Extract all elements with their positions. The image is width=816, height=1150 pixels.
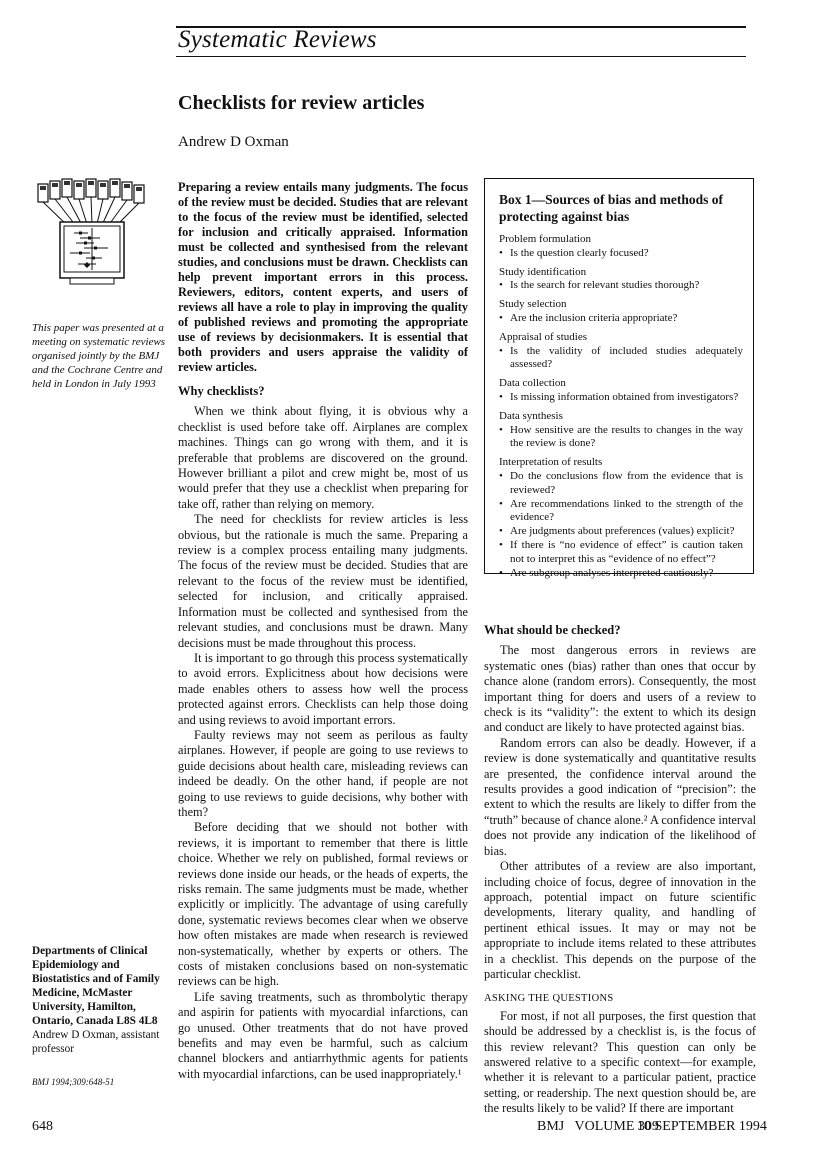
abstract: Preparing a review entails many judgments. The focus of the review must be decided. Studies that are relevant to the focus of the review must be identified, selected for inclusion and critically appraised. Information must be collected and synthesised from the relevant studies, and conclusions must be drawn. Checklists can help prevent important errors in this process. Reviewers, editors, content experts, and users of reviews all have a role to play in improving the quality of published reviews and promoting the appropriate use of reviews by decisionmakers. It is essential that both providers and users appraise the validity of review articles. [178,180,468,374]
paragraph: When we think about flying, it is obvious why a checklist is used before take off. Airplanes are complex machines. Things can go wrong with them, and it is preferable that problems are discovered on the ground. However brilliant a pilot and crew might be, most of us would prefer that they use a checklist when preparing for take off, rather than relying on memory. [178,404,468,511]
left-paragraphs [178,404,468,1082]
paragraph: For most, if not all purposes, the first question that should be addressed by a checklist is, is the focus of this review relevant? This question can only be answered relative to a specific context—for example, whether it is relevant to a particular patient, practice setting, or readership. The next question should be, are the results likely to be valid? If there are important [484,1008,756,1116]
section-heading: Why checklists? [178,384,265,398]
bullet-icon: • [499,344,503,357]
subheading: ASKING THE QUESTIONS [484,993,614,1005]
bullet-icon: • [499,497,503,510]
box-item-text: Is the validity of included studies adequately assessed? [510,344,743,371]
left-column [178,384,468,1082]
box-item-text: Do the conclusions flow from the evidence that is reviewed? [510,469,743,496]
paragraph: Before deciding that we should not bother with reviews, it is important to remember that there is little choice. Whether we rely on published, formal reviews or reviews done inside our heads, or the heads of experts, the risks remain. The same judgments must be made, whether explicitly or implicitly. The advantage of using carefully done, systematic reviews becomes clear when we observe how often mistakes are made when research is reviewed non-systematically, whether by experts or others. The costs of mistaken conclusions based on non-systematic reviews can be high. [178,820,468,989]
citation: BMJ 1994;309:648-51 [32,1077,115,1087]
section-heading: What should be checked? [484,623,621,637]
box-section [499,377,743,405]
box-item-text: Are the inclusion criteria appropriate? [510,311,678,324]
bullet-icon: • [499,525,503,538]
affiliation-department: Departments of Clinical Epidemiology and Biostatistics and of Family Medicine, McMaster University, Hamilton, Ontario, Canada L8S 4L8 [32,945,160,1027]
page-number: 648 [32,1119,53,1134]
box-item-text: If there is “no evidence of effect” is caution taken not to interpret this as “evidence of no effect”? [510,538,743,565]
box-item [499,247,743,261]
bullet-icon: • [499,538,503,551]
box-section [499,298,743,326]
box-item [499,391,743,405]
box-item-text: Are recommendations linked to the strength of the evidence? [510,497,743,524]
paragraph: The need for checklists for review articles is less obvious, but the rationale is much the same. Preparing a review is a complex process entailing many judgments. The focus of the review must be decided. Studies that are relevant to the focus of the review must be identified, selected for inclusion, and critically appraised. Information must be collected and synthesised from the relevant studies, and conclusions must be drawn. Many decisions must be made throughout this process. [178,512,468,650]
paragraph: Faulty reviews may not seem as perilous as faulty airplanes. However, if people are going to use reviews to guide decisions about health care, misleading reviews can indeed be deadly. On the other hand, if people are not going to use reviews to guide decisions, why bother with them? [178,727,468,819]
bullet-icon: • [499,279,503,292]
box-section [499,233,743,261]
box-item-text: Is the search for relevant studies thorough? [510,279,700,292]
box-item [499,345,743,373]
box-item-text: How sensitive are the results to changes in the way the review is done? [510,423,743,450]
right-paragraphs [484,643,756,982]
bullet-icon: • [499,469,503,482]
box-section-heading: Study identification [499,265,587,278]
systematic-reviews-logo-icon [30,178,154,290]
paragraph: The most dangerous errors in reviews are systematic ones (bias) rather than ones that occur by chance alone (random errors). Consequently, the most important thing for doers and users of a review to check is its “validity”: the extent to which its design and conduct are likely to have protected against bias. [484,643,756,735]
box-section [499,331,743,372]
bullet-icon: • [499,311,503,324]
box-item-text: Is the question clearly focused? [510,246,649,259]
box-section-heading: Data collection [499,377,566,390]
box-section-heading: Interpretation of results [499,456,603,469]
box-1 [484,178,754,579]
box-item [499,539,743,567]
paragraph: Other attributes of a review are also important, including choice of focus, degree of innovation in the approach, potential impact on future scientific developments, literary quality, and handling of pertinent ethical issues. It may or may not be appropriate to include items related to these attributes in a checklist. This depends on the purpose of the particular checklist. [484,859,756,981]
box-item [499,470,743,498]
box-section [499,266,743,294]
box-item-text: Is missing information obtained from investigators? [510,390,739,403]
box-title: Box 1—Sources of bias and methods of protecting against bias [499,192,724,224]
right-paragraphs-2 [484,1009,756,1117]
box-item [499,312,743,326]
box-item [499,567,743,581]
box-item-text: Are judgments about preferences (values) explicit? [510,525,735,538]
box-sections [499,233,743,580]
section-title: Systematic Reviews [178,26,377,53]
affiliation [32,944,172,1056]
box-section [499,410,743,451]
box-item [499,525,743,539]
bullet-icon: • [499,423,503,436]
article-author: Andrew D Oxman [178,134,289,150]
paragraph: Life saving treatments, such as thrombolytic therapy and aspirin for patients with myocardial infarctions, can go unused. Other treatments that do not have proved benefits and may even be harmful, such as calcium channel blockers and antiarrhythmic agents for patients with myocardial infarctions, can be used inappropriately.¹ [178,989,468,1081]
bullet-icon: • [499,246,503,259]
issue-date: 10 SEPTEMBER 1994 [637,1119,767,1134]
paragraph: It is important to go through this process systematically to avoid errors. Explicitness about how decisions were made enables others to assess how well the process protected against errors. Checklists can help those doing and using reviews to avoid important errors. [178,650,468,727]
affiliation-person: Andrew D Oxman, assistant professor [32,1029,160,1055]
bullet-icon: • [499,390,503,403]
bullet-icon: • [499,566,503,579]
box-item [499,424,743,452]
box-section [499,456,743,580]
box-item-text: Are subgroup analyses interpreted cautiously? [510,566,714,579]
box-section-heading: Appraisal of studies [499,330,587,343]
right-column [484,623,756,1117]
box-item [499,498,743,526]
box-item [499,279,743,293]
box-section-heading: Data synthesis [499,409,563,422]
journal-volume: BMJ VOLUME 309 [537,1119,659,1134]
box-section-heading: Problem formulation [499,233,591,245]
article-title: Checklists for review articles [178,92,425,114]
header-underline [176,56,746,57]
paragraph: Random errors can also be deadly. However, if a review is done systematically and quantitative results are presented, the confidence interval around the results provides a good indication of “precision”: the extent to which the results are likely to differ from the “truth” because of chance alone.² A confidence interval does not provide any indication of the likelihood of bias. [484,735,756,858]
sidenote: This paper was presented at a meeting on systematic reviews organised jointly by the BMJ and the Cochrane Centre and held in London in July 1993 [32,322,166,390]
box-section-heading: Study selection [499,298,567,311]
